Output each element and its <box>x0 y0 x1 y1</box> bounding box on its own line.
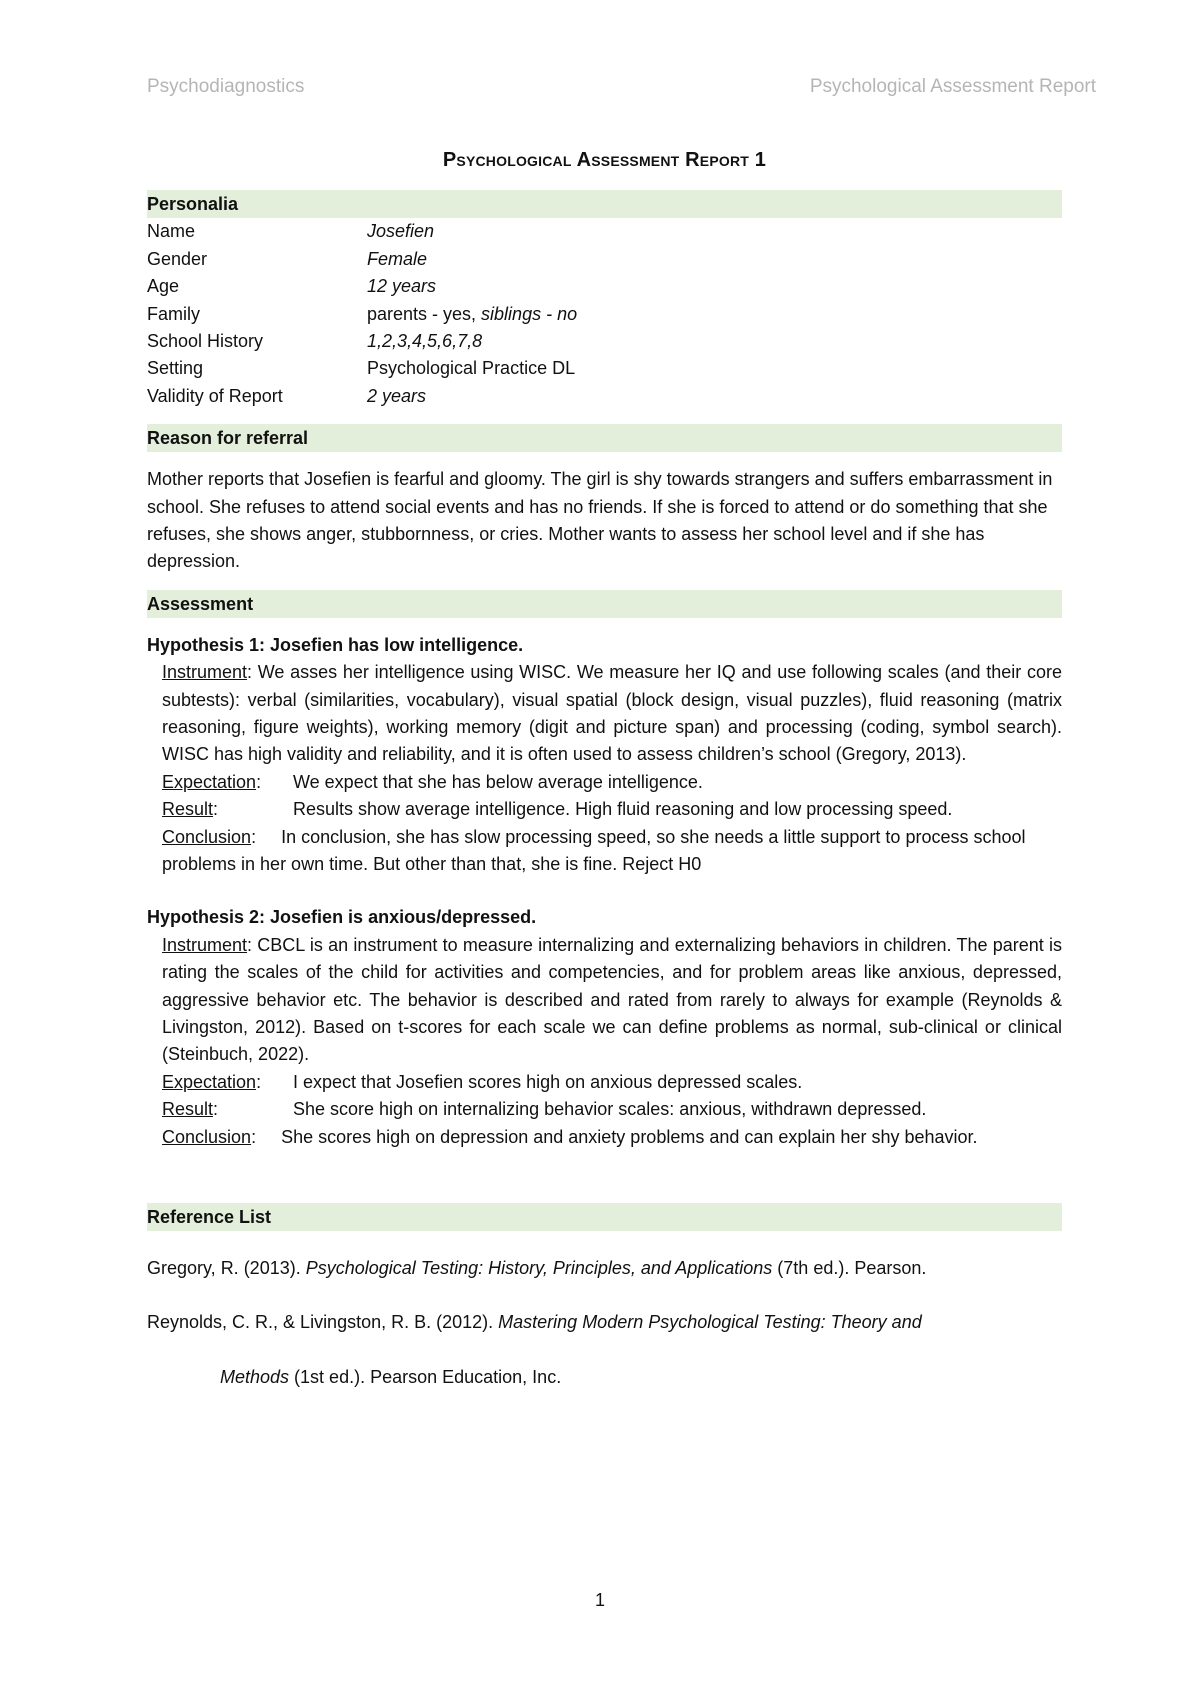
conclusion-paragraph: Conclusion: She scores high on depression and anxiety problems and can explain her shy behavior. <box>162 1126 978 1147</box>
reference-authors: Reynolds, C. R., & Livingston, R. B. (2012). <box>147 1312 499 1333</box>
reference-entry <box>147 1309 1062 1336</box>
personalia-value: Josefien <box>367 221 435 242</box>
hypothesis-title: Hypothesis 2: Josefien is anxious/depressed. <box>147 907 537 928</box>
reference-title: Mastering Modern Psychological Testing: Theory and <box>498 1312 922 1333</box>
hypothesis-1 <box>147 632 1062 879</box>
instrument-paragraph <box>147 659 1062 769</box>
personalia-row <box>147 383 1062 410</box>
expectation-text: I expect that Josefien scores high on anxious depressed scales. <box>293 1071 803 1092</box>
conclusion-text: In conclusion, she has slow processing speed, so she needs a little support to process school problems in her own time. But other than that, she is fine. Reject H0 <box>162 826 1026 875</box>
section-heading-personalia: Personalia <box>147 190 1062 218</box>
expectation-row: Expectation: We expect that she has below average intelligence. <box>147 769 1062 796</box>
reference-entry <box>147 1255 1062 1282</box>
personalia-value: 2 years <box>367 385 427 406</box>
conclusion-label: Conclusion <box>162 1126 252 1147</box>
personalia-value: Female <box>367 248 428 269</box>
personalia-key: Gender <box>147 248 208 269</box>
instrument-label: Instrument <box>162 662 248 683</box>
conclusion-paragraph: Conclusion: In conclusion, she has slow processing speed, so she needs a little support to process school problems in her own time. But other than that, she is fine. Reject H0 <box>162 826 1026 875</box>
result-row: Result: She score high on internalizing behavior scales: anxious, withdrawn depressed. <box>147 1096 1062 1123</box>
personalia-row <box>147 301 1062 328</box>
conclusion-label: Conclusion <box>162 826 252 847</box>
instrument-text: : CBCL is an instrument to measure internalizing and externalizing behaviors in children. The parent is rating the scales of the child for activities and competencies, and for problem areas like anxious, depressed, aggressive behavior etc. The behavior is described and rated from rarely to always for example (Reynolds & Livingston, 2012). Based on t-scores for each scale we can define problems as normal, sub-clinical or clinical (Steinbuch, 2022). <box>162 934 1062 1065</box>
personalia-key: Validity of Report <box>147 385 283 406</box>
family-parents: parents - yes, <box>367 303 482 324</box>
hypothesis-title: Hypothesis 1: Josefien has low intelligence. <box>147 634 524 655</box>
result-row: Result: Results show average intelligence. High fluid reasoning and low processing speed. <box>147 796 1062 823</box>
personalia-value: Psychological Practice DL <box>367 358 576 379</box>
personalia-row <box>147 328 1062 355</box>
personalia-key: Setting <box>147 358 204 379</box>
personalia-value: 12 years <box>367 276 437 297</box>
expectation-label: Expectation <box>162 771 257 792</box>
personalia-value <box>367 301 1062 328</box>
family-siblings: siblings - no <box>481 303 578 324</box>
section-heading-references: Reference List <box>147 1203 1062 1231</box>
personalia-row <box>147 355 1062 382</box>
personalia-row <box>147 246 1062 273</box>
result-text: Results show average intelligence. High fluid reasoning and low processing speed. <box>293 799 953 820</box>
expectation-label: Expectation <box>162 1071 257 1092</box>
conclusion-text: She scores high on depression and anxiety problems and can explain her shy behavior. <box>281 1126 978 1147</box>
expectation-row: Expectation: I expect that Josefien scores high on anxious depressed scales. <box>147 1069 1062 1096</box>
instrument-label: Instrument <box>162 934 248 955</box>
result-label: Result <box>162 1099 214 1120</box>
page-number: 1 <box>594 1590 605 1610</box>
report-title: Psychological Assessment Report 1 <box>442 149 767 171</box>
result-label: Result <box>162 799 214 820</box>
report-body <box>147 147 1062 1391</box>
running-header-left: Psychodiagnostics <box>147 76 305 97</box>
instrument-paragraph <box>147 932 1062 1069</box>
personalia-key: Name <box>147 221 196 242</box>
hypothesis-2 <box>147 904 1062 1151</box>
expectation-text: We expect that she has below average intelligence. <box>293 771 703 792</box>
personalia-row <box>147 273 1062 300</box>
personalia-key: Family <box>147 303 200 324</box>
personalia-row <box>147 218 1062 245</box>
result-text: She score high on internalizing behavior scales: anxious, withdrawn depressed. <box>293 1099 927 1120</box>
personalia-key: Age <box>147 276 180 297</box>
personalia-table <box>147 218 1062 410</box>
personalia-key: School History <box>147 330 264 351</box>
section-heading-assessment: Assessment <box>147 590 1062 618</box>
reference-publisher: (1st ed.). Pearson Education, Inc. <box>289 1366 562 1387</box>
running-header-right: Psychological Assessment Report <box>809 76 1096 97</box>
section-heading-referral: Reason for referral <box>147 424 1062 452</box>
reference-title-cont: Methods <box>220 1366 290 1387</box>
reference-publisher: (7th ed.). Pearson. <box>772 1258 927 1279</box>
referral-text: Mother reports that Josefien is fearful and gloomy. The girl is shy towards strangers and suffers embarrassment in school. She refuses to attend social events and has no friends. If she is forced to attend or do something that she refuses, she shows anger, stubbornness, or cries. Mother wants to assess her school level and if she has depression. <box>147 469 1053 572</box>
instrument-text: : We asses her intelligence using WISC. We measure her IQ and use following scales (and their core subtests): verbal (similarities, vocabulary), visual spatial (block design, visual puzzles), fluid reasoning (matrix reasoning, figure weights), working memory (digit and picture span) and processing (coding, symbol search). WISC has high validity and reliability, and it is often used to assess children’s school (Gregory, 2013). <box>162 662 1062 765</box>
reference-title: Psychological Testing: History, Principles, and Applications <box>305 1258 773 1279</box>
personalia-value: 1,2,3,4,5,6,7,8 <box>367 330 483 351</box>
reference-entry-continued <box>147 1364 1062 1391</box>
reference-authors: Gregory, R. (2013). <box>147 1258 306 1279</box>
